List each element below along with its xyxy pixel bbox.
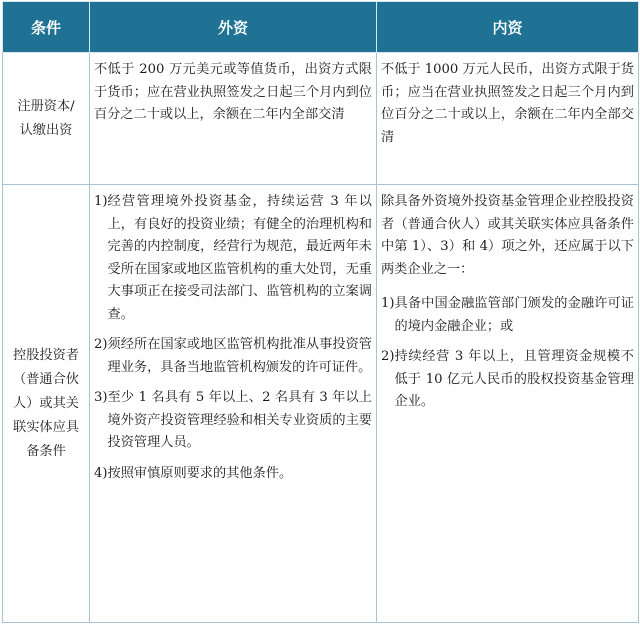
condition-line: （普通合伙 (13, 371, 79, 387)
list-item (94, 334, 372, 379)
condition-cell-capital (3, 53, 90, 185)
item-text: 持续经营 3 年以上，且管理资金规模不低于 10 亿元人民币的股权投资基金管理企业。 (394, 349, 634, 409)
condition-cell-investor (3, 185, 90, 623)
item-text: 至少 1 名具有 5 年以上、2 名具有 3 年以上境外资产投资管理经验和相关专业资质的主要投资管理人员。 (107, 390, 372, 450)
item-text: 按照审慎原则要求的其他条件。 (107, 465, 293, 481)
item-number: 1) (94, 194, 108, 209)
list-item (381, 346, 634, 414)
foreign-capital-text: 不低于 200 万元美元或等值货币，出资方式限于货币；应在营业执照签发之日起三个月内到位百分之二十或以上，余额在二年内全部交清 (94, 62, 372, 122)
item-number: 1) (381, 296, 395, 311)
item-text: 经营管理境外投资基金，持续运营 3 年以上，有良好的投资业绩；有健全的治理机构和完善的内控制度，经营行为规范，最近两年未受所在国家或地区监管机构的重大处罚，无重大事项正在接受司法部门、监管机构的立案调查。 (107, 194, 372, 322)
item-text: 具备中国金融监管部门颁发的金融许可证的境内金融企业；或 (394, 296, 634, 334)
comparison-table (2, 1, 639, 623)
foreign-capital-cell (90, 53, 377, 185)
domestic-intro-text: 除具备外资境外投资基金管理企业控股投资者（普通合伙人）或其关联实体应具备条件中第 1）、3）和 4）项之外，还应属于以下两类企业之一： (381, 194, 634, 277)
condition-line: 认缴出资 (19, 122, 73, 138)
foreign-investor-cell (90, 185, 377, 623)
condition-line: 联实体应具 (13, 419, 79, 435)
condition-line: 注册资本/ (17, 98, 75, 114)
list-item (94, 191, 372, 326)
item-number: 4) (94, 465, 108, 481)
domestic-investor-cell (377, 185, 639, 623)
header-foreign: 外资 (90, 2, 377, 53)
row-controlling-investor (3, 185, 639, 623)
list-item (381, 293, 634, 338)
header-condition: 条件 (3, 2, 90, 53)
list-item (94, 387, 372, 455)
list-item (94, 463, 372, 486)
row-registered-capital (3, 53, 639, 185)
condition-line: 备条件 (26, 443, 66, 459)
item-number: 2) (381, 349, 395, 364)
condition-line: 控股投资者 (13, 347, 79, 363)
item-text: 须经所在国家或地区监管机构批准从事投资管理业务，具备当地监管机构颁发的许可证件。 (107, 337, 372, 375)
condition-line: 人）或其关 (13, 395, 79, 411)
header-row (3, 2, 639, 53)
item-number: 3) (94, 390, 108, 405)
domestic-capital-cell (377, 53, 639, 185)
domestic-capital-text: 不低于 1000 万元人民币，出资方式限于货币；应当在营业执照签发之日起三个月内到位百分之二十或以上，余额在二年内全部交清 (381, 62, 634, 145)
header-domestic: 内资 (377, 2, 639, 53)
item-number: 2) (94, 337, 108, 352)
